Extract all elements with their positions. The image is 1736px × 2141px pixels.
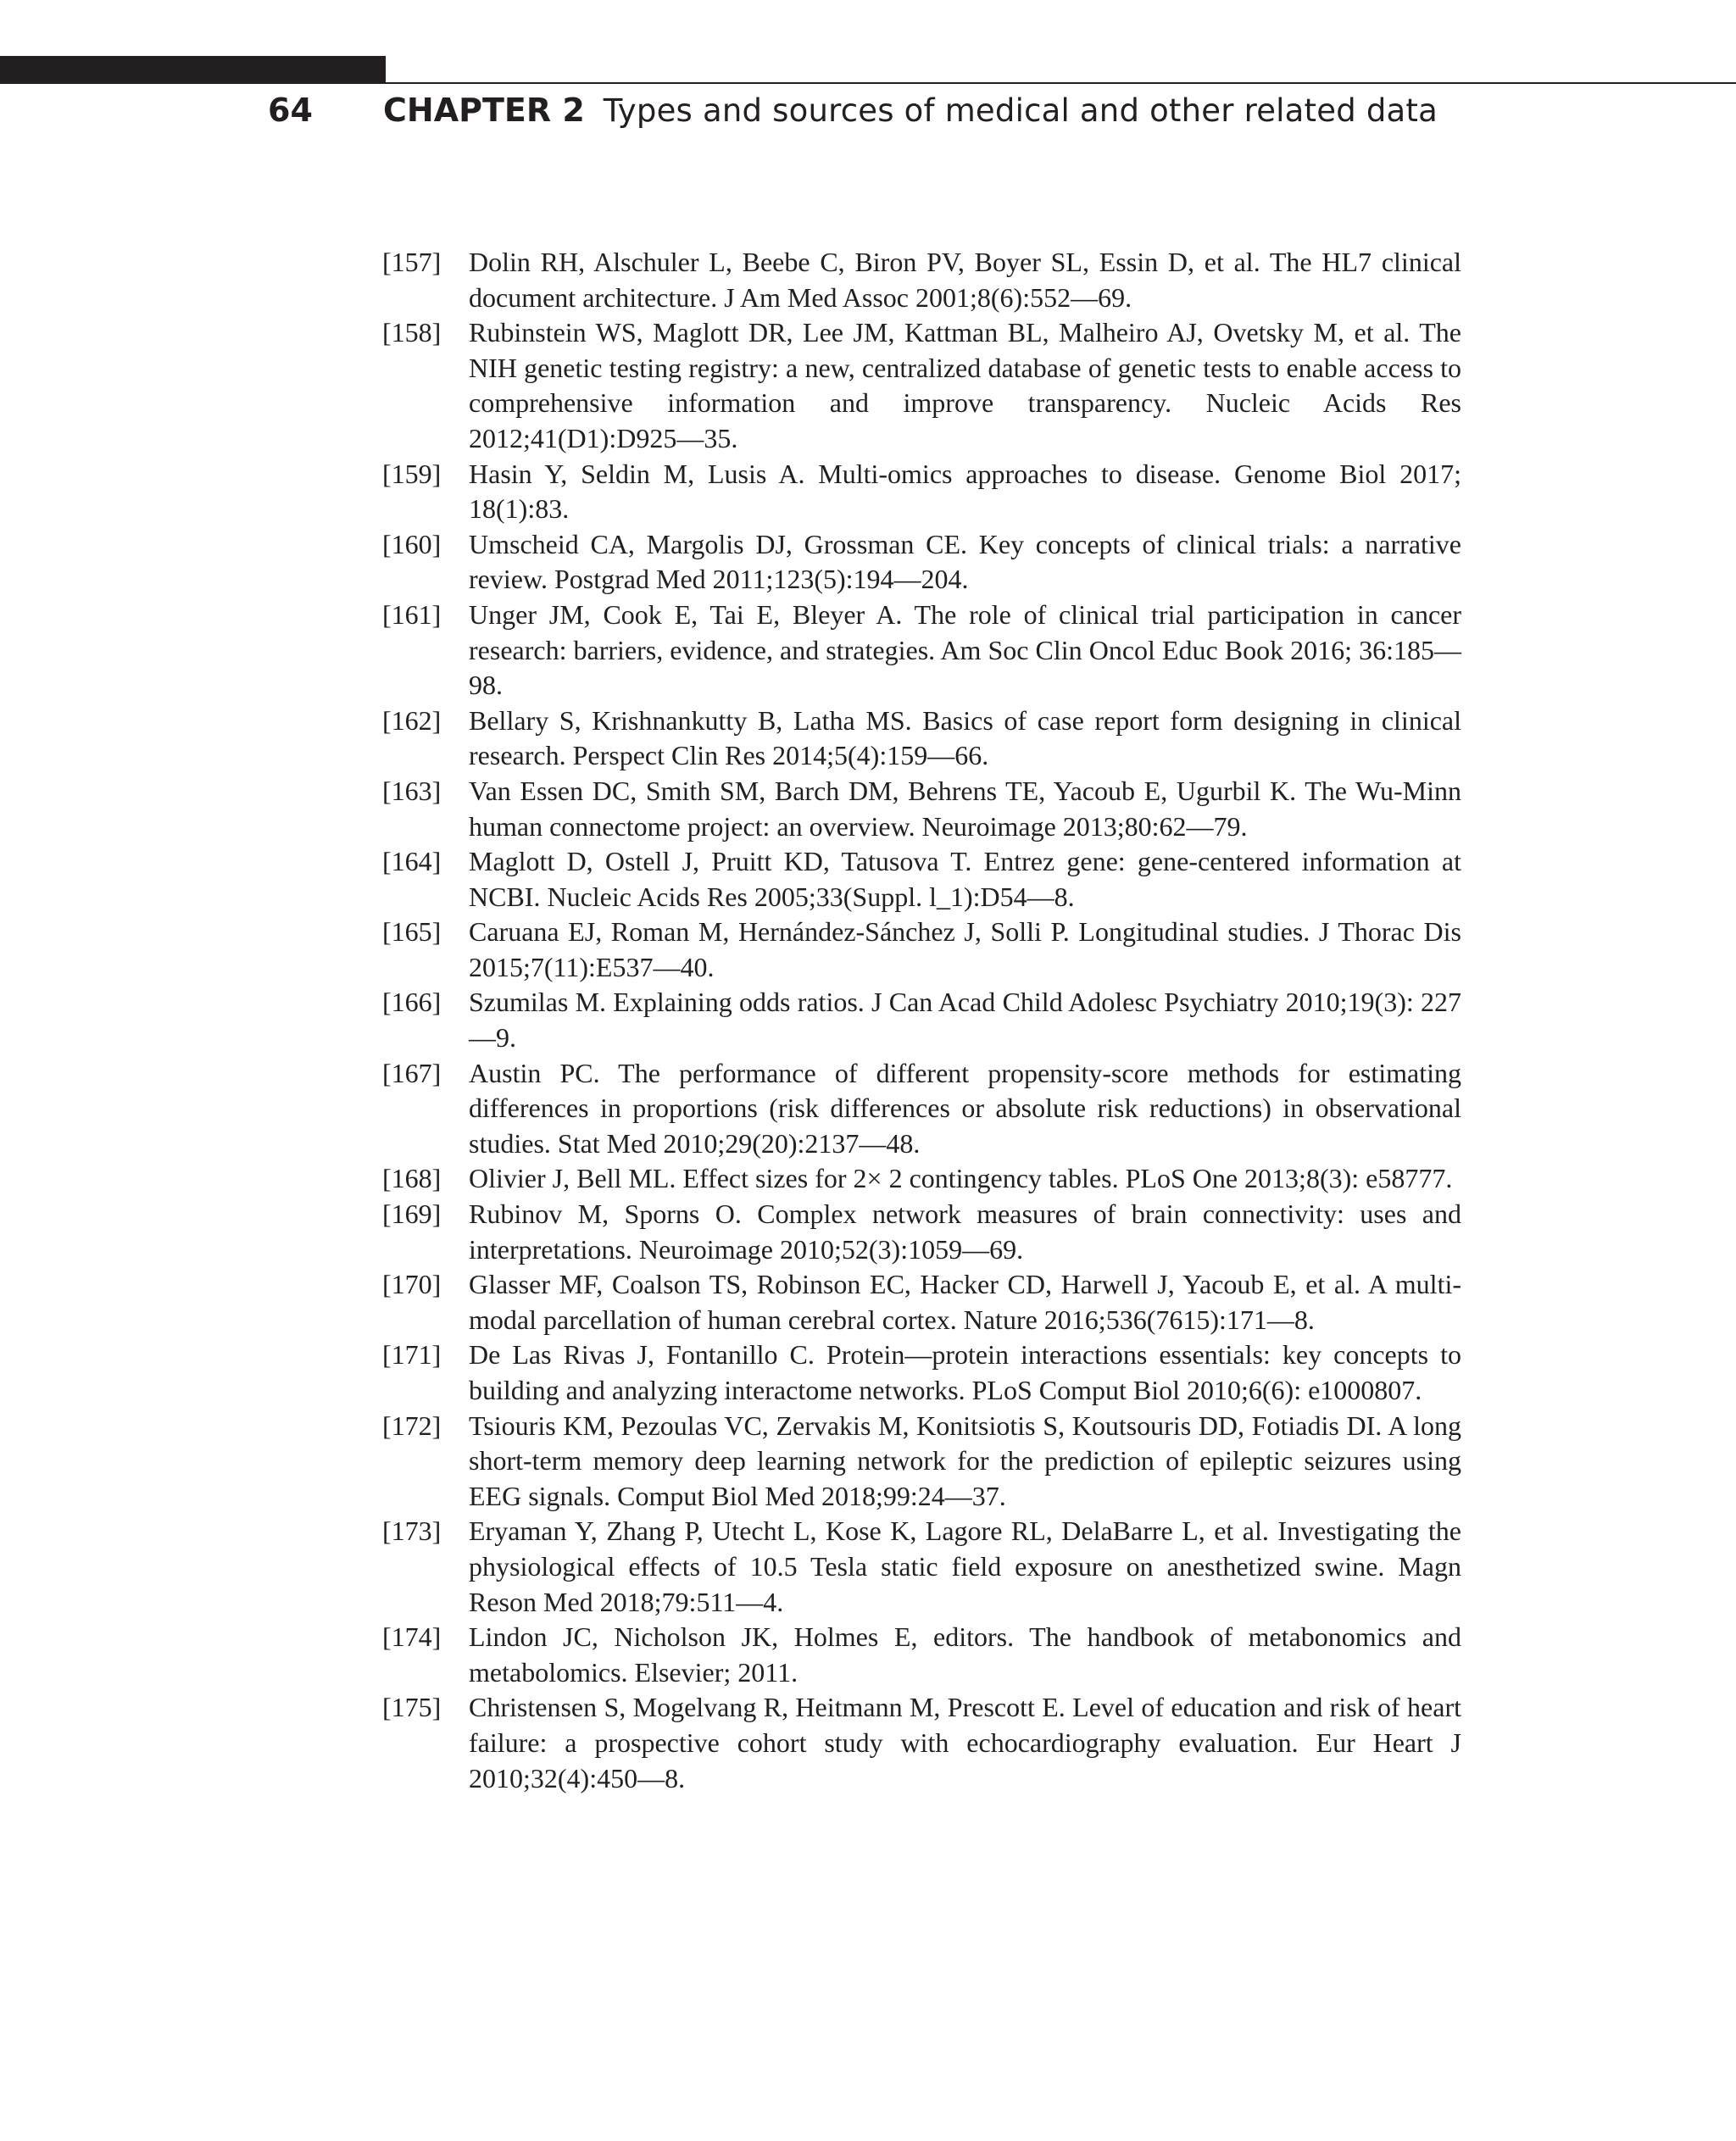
reference-number: [162]	[382, 704, 442, 736]
reference-text: Lindon JC, Nicholson JK, Holmes E, editors. The handbook of metabonomics and metabolomics. Elsevier; 2011.	[469, 1621, 1461, 1688]
reference-number: [175]	[382, 1692, 442, 1723]
reference-text: Dolin RH, Alschuler L, Beebe C, Biron PV, Boyer SL, Essin D, et al. The HL7 clinical document architecture. J Am Med Assoc 2001;8(6):552—69.	[469, 247, 1461, 313]
chapter-title: Types and sources of medical and other related data	[603, 92, 1438, 129]
reference-text: Caruana EJ, Roman M, Hernández-Sánchez J, Solli P. Longitudinal studies. J Thorac Dis 2015;7(11):E537—40.	[469, 916, 1461, 982]
reference-number: [168]	[382, 1163, 442, 1194]
chapter-label: CHAPTER 2	[383, 92, 585, 129]
reference-text: Rubinov M, Sporns O. Complex network measures of brain connectivity: uses and interpretations. Neuroimage 2010;52(3):1059—69.	[469, 1198, 1461, 1265]
reference-text: Eryaman Y, Zhang P, Utecht L, Kose K, Lagore RL, DelaBarre L, et al. Investigating the physiological effects of 10.5 Tesla static field exposure on anesthetized swine. Magn Reson Med 2018;79:511—4.	[469, 1515, 1461, 1617]
reference-text: Olivier J, Bell ML. Effect sizes for 2× 2 contingency tables. PLoS One 2013;8(3): e58777.	[469, 1163, 1453, 1194]
reference-item	[382, 1620, 1461, 1690]
reference-item	[382, 703, 1461, 774]
reference-number: [157]	[382, 247, 442, 277]
reference-number: [165]	[382, 916, 442, 948]
reference-text: Szumilas M. Explaining odds ratios. J Can Acad Child Adolesc Psychiatry 2010;19(3): 227—9.	[469, 987, 1461, 1054]
reference-item	[382, 1197, 1461, 1267]
reference-text: Van Essen DC, Smith SM, Barch DM, Behrens TE, Yacoub E, Ugurbil K. The Wu-Minn human connectome project: an overview. Neuroimage 2013;80:62—79.	[469, 775, 1461, 842]
reference-item	[382, 1056, 1461, 1162]
reference-number: [160]	[382, 528, 442, 559]
reference-number: [172]	[382, 1410, 442, 1441]
reference-text: Umscheid CA, Margolis DJ, Grossman CE. Key concepts of clinical trials: a narrative review. Postgrad Med 2011;123(5):194—204.	[469, 528, 1461, 595]
reference-item	[382, 1409, 1461, 1515]
reference-text: Christensen S, Mogelvang R, Heitmann M, Prescott E. Level of education and risk of heart failure: a prospective cohort study with echocardiography evaluation. Eur Heart J 2010;32(4):450—8.	[469, 1692, 1461, 1793]
reference-item	[382, 985, 1461, 1055]
reference-item	[382, 1514, 1461, 1620]
reference-number: [169]	[382, 1198, 442, 1230]
reference-text: Austin PC. The performance of different propensity-score methods for estimating differences in proportions (risk differences or absolute risk reductions) in observational studies. Stat Med 2010;29(20):2137—48.	[469, 1057, 1461, 1159]
reference-item	[382, 598, 1461, 703]
reference-item	[382, 245, 1461, 315]
reference-item	[382, 457, 1461, 527]
reference-number: [174]	[382, 1621, 442, 1653]
reference-number: [164]	[382, 846, 442, 877]
reference-item	[382, 1690, 1461, 1796]
reference-list	[382, 245, 1461, 1796]
reference-item	[382, 1161, 1461, 1197]
reference-text: Unger JM, Cook E, Tai E, Bleyer A. The role of clinical trial participation in cancer research: barriers, evidence, and strategies. Am Soc Clin Oncol Educ Book 2016; 36:185—98.	[469, 598, 1461, 701]
reference-item	[382, 1337, 1461, 1408]
reference-text: De Las Rivas J, Fontanillo C. Protein—protein interactions essentials: key concepts to building and analyzing interactome networks. PLoS Comput Biol 2010;6(6): e1000807.	[469, 1339, 1461, 1405]
reference-number: [158]	[382, 317, 442, 348]
reference-number: [163]	[382, 775, 442, 806]
header-bar	[0, 56, 386, 84]
reference-text: Bellary S, Krishnankutty B, Latha MS. Basics of case report form designing in clinical research. Perspect Clin Res 2014;5(4):159—66.	[469, 704, 1461, 771]
reference-item	[382, 844, 1461, 915]
reference-number: [171]	[382, 1339, 442, 1371]
reference-number: [170]	[382, 1269, 442, 1300]
reference-item	[382, 315, 1461, 456]
reference-number: [173]	[382, 1515, 442, 1547]
reference-text: Hasin Y, Seldin M, Lusis A. Multi-omics approaches to disease. Genome Biol 2017; 18(1):83.	[469, 458, 1461, 525]
header-rule	[386, 82, 1736, 84]
reference-item	[382, 774, 1461, 844]
running-head	[268, 92, 1438, 142]
reference-text: Rubinstein WS, Maglott DR, Lee JM, Kattman BL, Malheiro AJ, Ovetsky M, et al. The NIH genetic testing registry: a new, centralized database of genetic tests to enable access to comprehensive information and improve transparency. Nucleic Acids Res 2012;41(D1):D925—35.	[469, 317, 1461, 453]
reference-item	[382, 915, 1461, 985]
reference-number: [166]	[382, 987, 442, 1018]
reference-text: Tsiouris KM, Pezoulas VC, Zervakis M, Konitsiotis S, Koutsouris DD, Fotiadis DI. A long short-term memory deep learning network for the prediction of epileptic seizures using EEG signals. Comput Biol Med 2018;99:24—37.	[469, 1410, 1461, 1511]
reference-number: [159]	[382, 458, 442, 489]
page-number: 64	[268, 92, 313, 129]
reference-item	[382, 527, 1461, 598]
reference-text: Maglott D, Ostell J, Pruitt KD, Tatusova T. Entrez gene: gene-centered information at NCBI. Nucleic Acids Res 2005;33(Suppl. l_1):D54—8.	[469, 846, 1461, 912]
reference-number: [167]	[382, 1057, 442, 1088]
reference-number: [161]	[382, 598, 442, 630]
reference-item	[382, 1267, 1461, 1337]
reference-text: Glasser MF, Coalson TS, Robinson EC, Hacker CD, Harwell J, Yacoub E, et al. A multi-modal parcellation of human cerebral cortex. Nature 2016;536(7615):171—8.	[469, 1269, 1461, 1335]
